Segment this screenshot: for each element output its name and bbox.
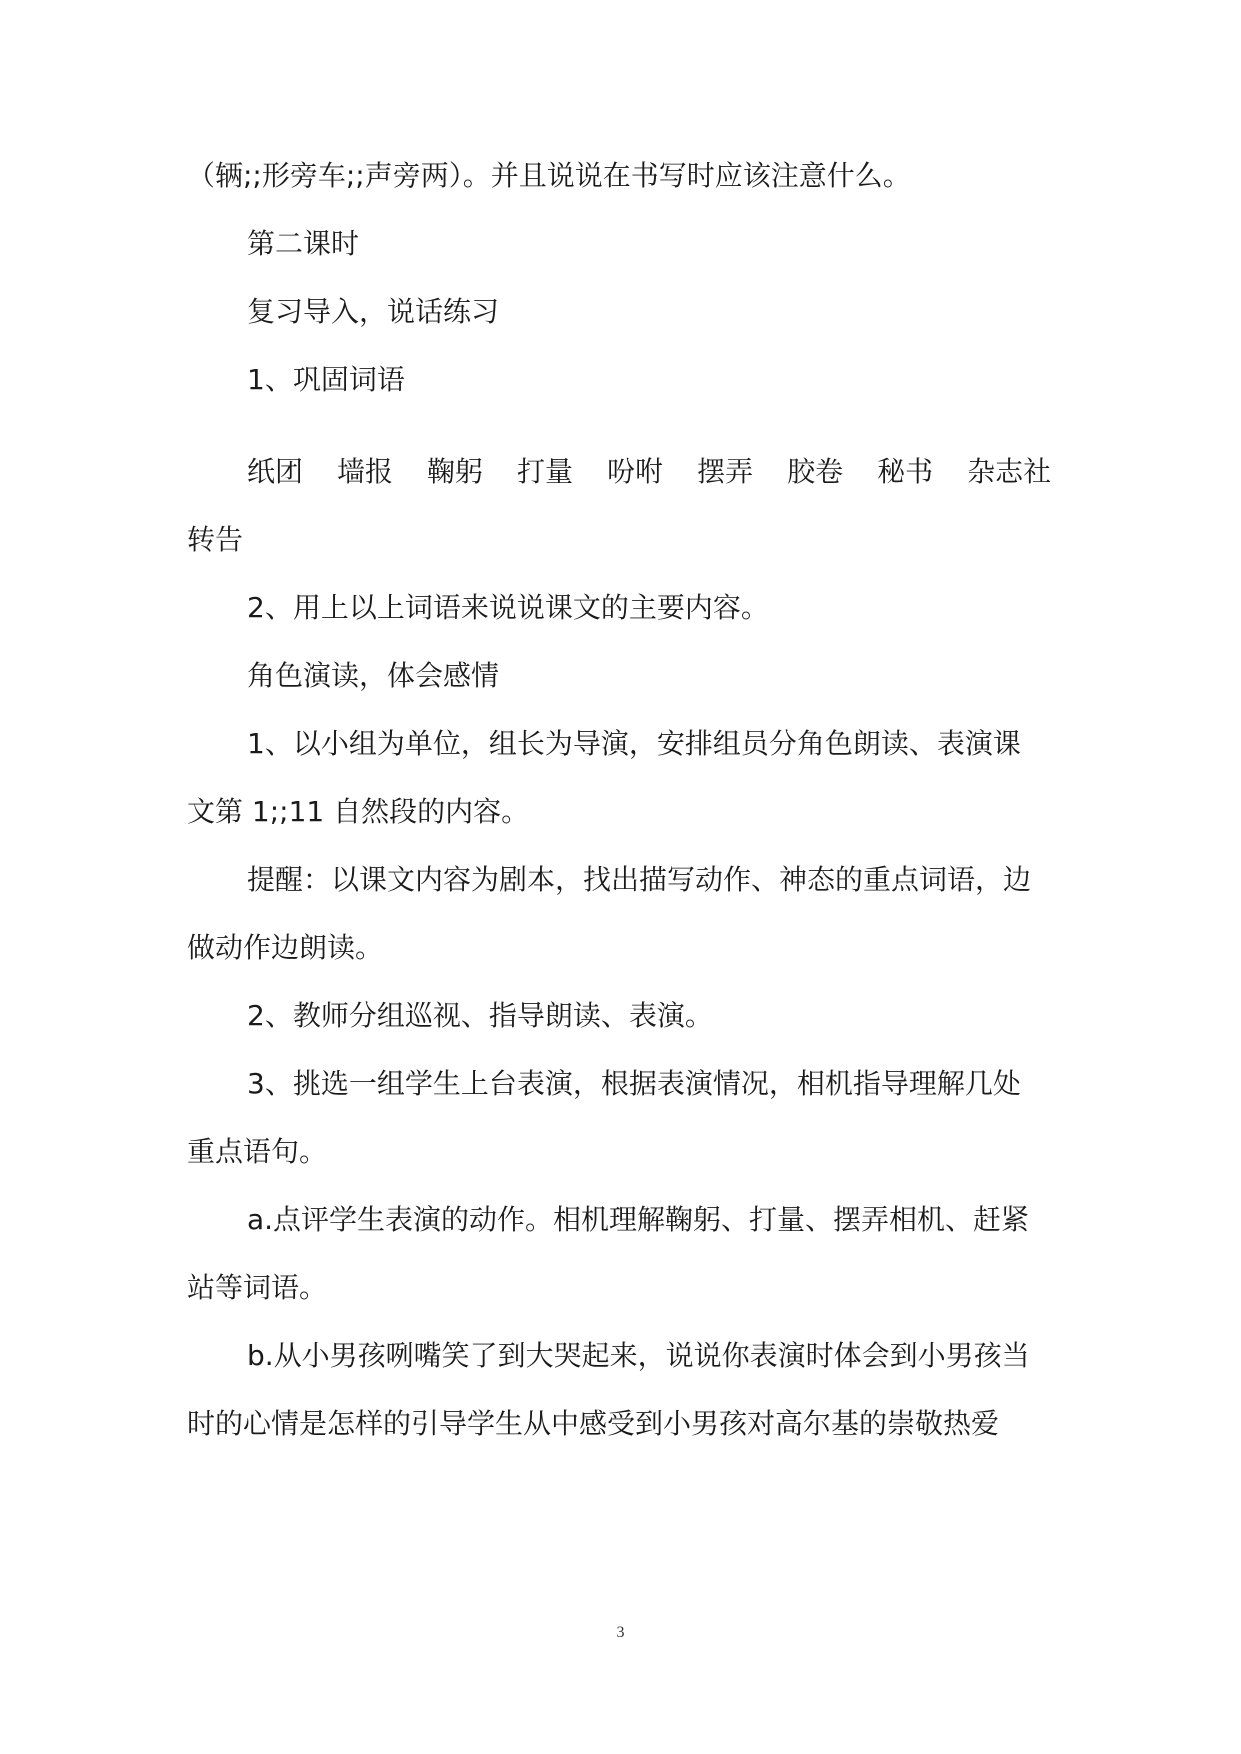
- subsection-heading: 复习导入，说话练习: [247, 295, 500, 328]
- vocabulary-word: 胶卷: [787, 455, 844, 488]
- list-item: 2、教师分组巡视、指导朗读、表演。: [247, 999, 713, 1032]
- vocabulary-word: 转告: [187, 523, 244, 556]
- page-number: 3: [616, 1624, 625, 1641]
- list-item: 2、用上以上词语来说说课文的主要内容。: [247, 591, 769, 624]
- note-paragraph: 提醒：以课文内容为剧本，找出描写动作、神态的重点词语，边: [247, 863, 1032, 896]
- list-item: 3、挑选一组学生上台表演，根据表演情况，相机指导理解几处: [247, 1067, 1021, 1100]
- paragraph-line: 做动作边朗读。: [187, 931, 384, 964]
- subsection-heading: 角色演读，体会感情: [247, 659, 500, 692]
- vocabulary-word: 杂志社: [967, 455, 1052, 488]
- paragraph-line: 文第 1;;11 自然段的内容。: [187, 795, 530, 828]
- paragraph-line: 重点语句。: [187, 1135, 328, 1168]
- vocabulary-word: 摆弄: [697, 455, 754, 488]
- paragraph-line: 站等词语。: [187, 1271, 328, 1304]
- list-item: 1、以小组为单位，组长为导演，安排组员分角色朗读、表演课: [247, 727, 1021, 760]
- list-item: a.点评学生表演的动作。相机理解鞠躬、打量、摆弄相机、赶紧: [247, 1203, 1030, 1236]
- vocabulary-word: 鞠躬: [427, 455, 484, 488]
- vocabulary-list: [247, 452, 1051, 492]
- paragraph-line: （辆;;形旁车;;声旁两）。并且说说在书写时应该注意什么。: [187, 159, 911, 192]
- vocabulary-word: 纸团: [247, 455, 304, 488]
- vocabulary-word: 秘书: [877, 455, 934, 488]
- section-heading: 第二课时: [247, 227, 360, 260]
- vocabulary-word: 吩咐: [607, 455, 664, 488]
- paragraph-line: 时的心情是怎样的引导学生从中感受到小男孩对高尔基的崇敬热爱: [187, 1407, 1000, 1440]
- list-item: 1、巩固词语: [247, 363, 405, 396]
- vocabulary-word: 打量: [517, 455, 574, 488]
- list-item: b.从小男孩咧嘴笑了到大哭起来，说说你表演时体会到小男孩当: [247, 1339, 1030, 1372]
- vocabulary-word: 墙报: [337, 455, 394, 488]
